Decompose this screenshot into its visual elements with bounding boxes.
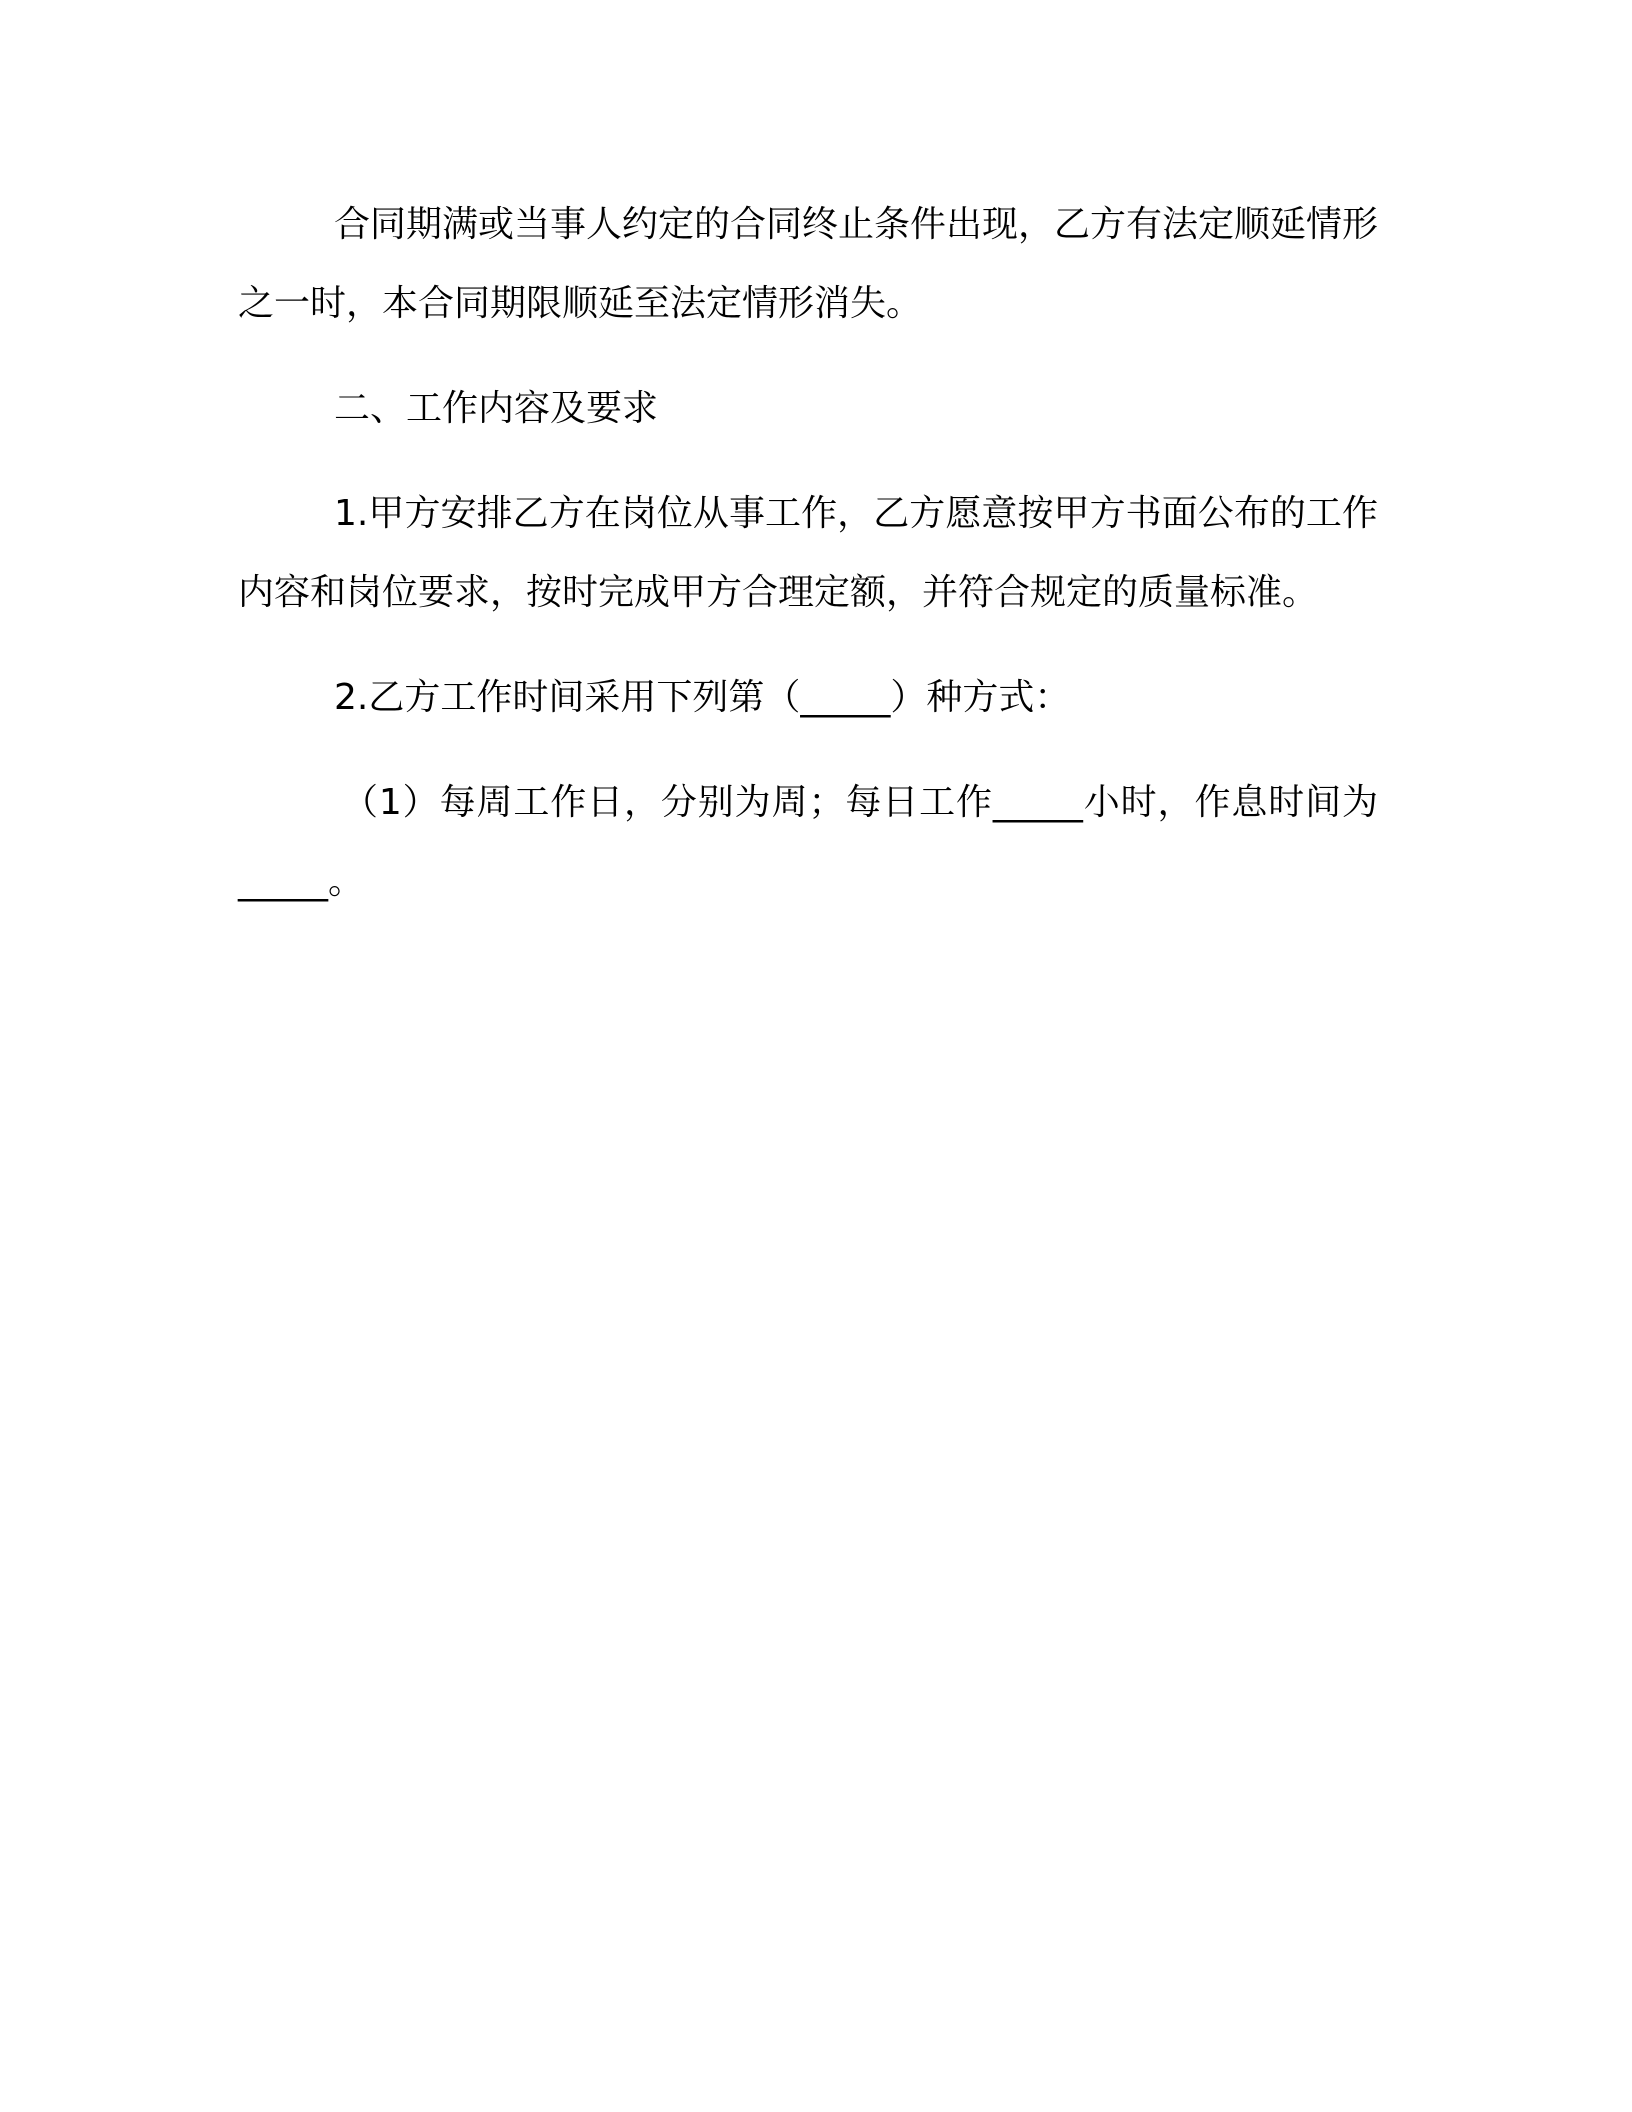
section-heading-work-content: 二、工作内容及要求 [334,388,659,429]
clause-2-paragraph: 2.乙方工作时间采用下列第（_____）种方式： [334,677,1071,718]
clause-2-option-1-paragraph: （1）每周工作日，分别为周；每日工作_____小时，作息时间为_____。 [238,782,1378,902]
clause-1-paragraph: 1.甲方安排乙方在岗位从事工作，乙方愿意按甲方书面公布的工作内容和岗位要求，按时完成甲方合理定额，并符合规定的质量标准。 [238,493,1378,613]
contract-extension-paragraph: 合同期满或当事人约定的合同终止条件出现，乙方有法定顺延情形之一时，本合同期限顺延至法定情形消失。 [238,204,1379,324]
document-body [238,185,1378,921]
